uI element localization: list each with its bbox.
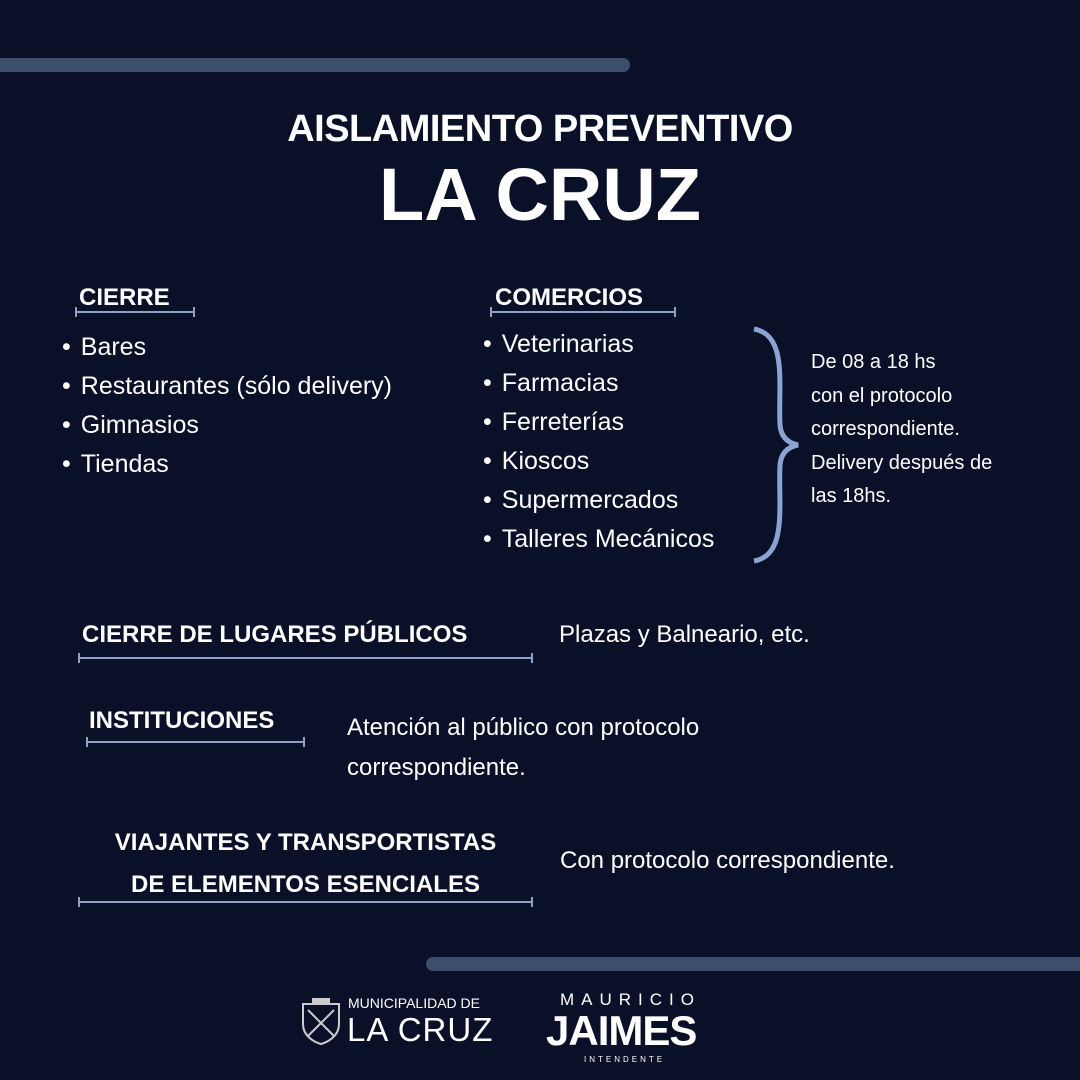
underline — [78, 653, 533, 663]
note-line: las 18hs. — [811, 485, 892, 507]
underline — [86, 737, 305, 747]
list-item: • Kioscos — [483, 442, 714, 481]
list-item: • Gimnasios — [62, 406, 392, 445]
person-first: MAURICIO — [560, 990, 701, 1009]
underline — [490, 307, 676, 317]
person-last: JAIMES — [546, 1007, 697, 1054]
text-line: correspondiente. — [347, 754, 526, 781]
cierre-heading: CIERRE — [79, 284, 170, 311]
lugares-heading: CIERRE DE LUGARES PÚBLICOS — [82, 621, 468, 648]
lugares-text: Plazas y Balneario, etc. — [559, 621, 810, 648]
muni-name: LA CRUZ — [347, 1011, 494, 1048]
note-line: De 08 a 18 hs — [811, 351, 936, 373]
list-item: • Supermercados — [483, 481, 714, 520]
instituciones-text — [347, 708, 699, 788]
viajantes-heading — [78, 822, 533, 906]
top-decor-bar — [0, 58, 630, 72]
list-item: • Talleres Mecánicos — [483, 520, 714, 559]
heading-line: VIAJANTES Y TRANSPORTISTAS — [114, 829, 497, 856]
list-item: • Bares — [62, 328, 392, 367]
instituciones-heading: INSTITUCIONES — [89, 707, 275, 734]
brace-icon — [748, 325, 808, 565]
person-role: INTENDENTE — [584, 1055, 666, 1064]
viajantes-text: Con protocolo correspondiente. — [560, 847, 895, 874]
note-line: Delivery después de — [811, 451, 993, 474]
note-line: correspondiente. — [811, 418, 960, 440]
list-item: • Restaurantes (sólo delivery) — [62, 367, 392, 406]
comercios-list — [483, 325, 714, 559]
note-line: con el protocolo — [811, 384, 953, 407]
comercios-note — [811, 346, 992, 514]
comercios-heading: COMERCIOS — [495, 284, 644, 311]
bottom-decor-bar — [426, 957, 1080, 971]
list-item: • Tiendas — [62, 445, 392, 484]
heading-line: DE ELEMENTOS ESENCIALES — [131, 871, 480, 898]
page-title: LA CRUZ — [379, 153, 701, 236]
underline — [78, 897, 533, 907]
title-line1: AISLAMIENTO PREVENTIVO — [287, 108, 793, 150]
list-item: • Veterinarias — [483, 325, 714, 364]
text-line: Atención al público con protocolo — [347, 714, 700, 741]
municipal-crest-icon — [298, 996, 344, 1046]
cierre-list — [62, 328, 392, 484]
list-item: • Ferreterías — [483, 403, 714, 442]
muni-top: MUNICIPALIDAD DE — [348, 995, 480, 1011]
list-item: • Farmacias — [483, 364, 714, 403]
underline — [75, 307, 195, 317]
